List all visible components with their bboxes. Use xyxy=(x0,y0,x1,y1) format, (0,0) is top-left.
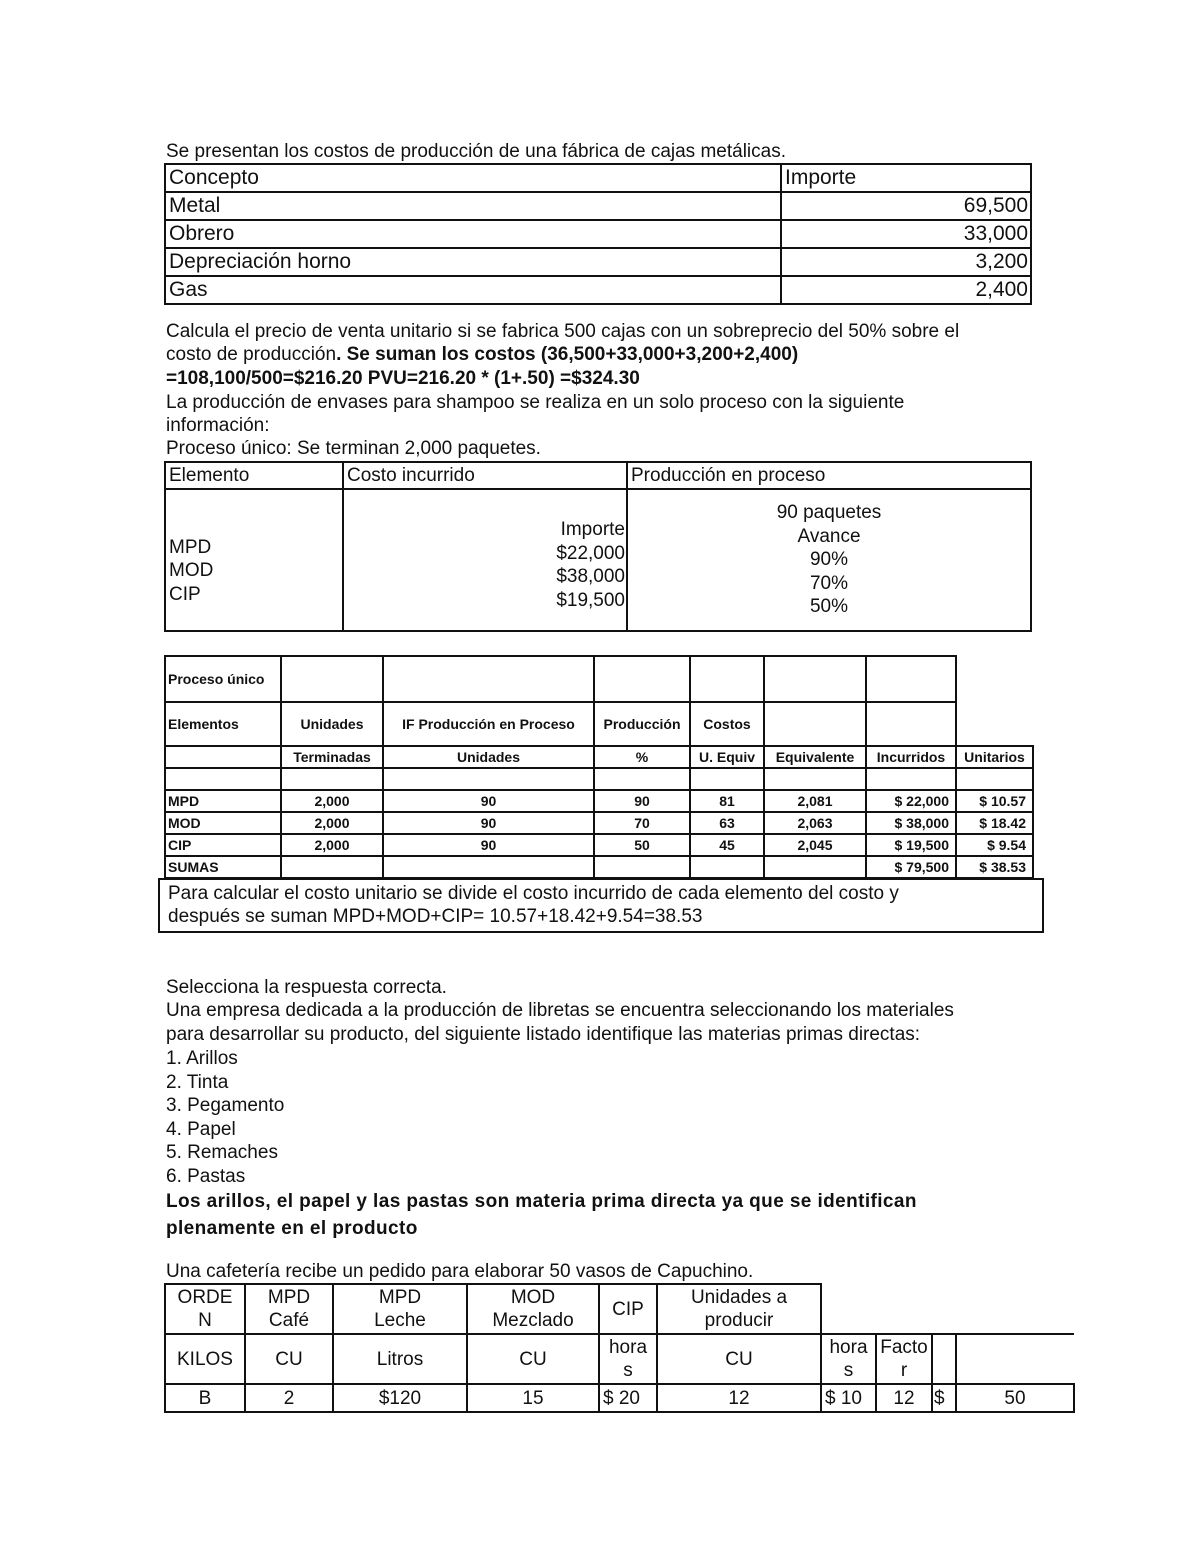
empty-cell xyxy=(690,856,764,878)
row-uequiv: 45 xyxy=(690,834,764,856)
equivalent-units-table xyxy=(164,655,1034,879)
empty-cell xyxy=(764,856,866,878)
header-elementos: Elementos xyxy=(165,702,281,746)
cu-cell: CU xyxy=(467,1334,599,1384)
avance-value: 70% xyxy=(809,572,849,594)
row-element: MPD xyxy=(165,790,281,812)
empty-cell xyxy=(764,768,866,790)
value-cell: $120 xyxy=(333,1384,467,1412)
header-unidades: Unidades a producir xyxy=(657,1284,821,1334)
concepto-cell: Metal xyxy=(165,192,781,220)
blank-cell xyxy=(956,656,1033,702)
table-row xyxy=(165,248,1031,276)
note-line2: después se suman MPD+MOD+CIP= 10.57+18.42+9.54=38.53 xyxy=(168,906,703,927)
table-row xyxy=(165,790,1033,812)
value-cell: 50 xyxy=(956,1384,1074,1412)
table-row xyxy=(165,1384,1074,1412)
value-cell: 12 xyxy=(657,1384,821,1412)
value-cell: 15 xyxy=(467,1384,599,1412)
q3-line1: Selecciona la respuesta correcta. xyxy=(166,977,447,998)
empty-cell xyxy=(281,656,383,702)
row-incurridos: $ 19,500 xyxy=(866,834,956,856)
process-table xyxy=(164,461,1032,632)
list-item: 1. Arillos xyxy=(166,1048,238,1069)
table-header-row xyxy=(165,702,1033,746)
avance-title: Avance xyxy=(797,525,861,547)
header-incurridos: Incurridos xyxy=(866,746,956,768)
row-incurridos: $ 38,000 xyxy=(866,812,956,834)
row-element: CIP xyxy=(165,834,281,856)
table-row xyxy=(165,220,1031,248)
costo-value: $38,000 xyxy=(556,566,625,587)
table-spacer-row xyxy=(165,768,1033,790)
litros-cell: Litros xyxy=(333,1334,467,1384)
table-header-row xyxy=(165,164,1031,192)
value-cell: $ 20 xyxy=(599,1384,657,1412)
value-cell: $ 10 xyxy=(821,1384,876,1412)
table-subheader-row xyxy=(165,746,1033,768)
blank-cell xyxy=(876,1284,932,1334)
q2-line3: Proceso único: Se terminan 2,000 paquetes. xyxy=(166,438,541,459)
note-line1: Para calcular el costo unitario se divide el costo incurrido de cada elemento del costo y xyxy=(168,883,899,904)
costo-value: $19,500 xyxy=(556,589,625,611)
header-unidades: Unidades xyxy=(281,702,383,746)
q1-line2b: . Se suman los costos (36,500+33,000+3,200+2,400) xyxy=(336,344,799,365)
intro-text: Se presentan los costos de producción de una fábrica de cajas metálicas. xyxy=(166,141,786,162)
header-mpd-leche: MPD Leche xyxy=(333,1284,467,1334)
avance-value: 90% xyxy=(809,549,849,571)
empty-cell xyxy=(956,768,1033,790)
header-mod: MOD Mezclado xyxy=(467,1284,599,1334)
row-unitarios: $ 18.42 xyxy=(956,812,1033,834)
table-row xyxy=(165,192,1031,220)
header-produccion: Producción xyxy=(594,702,690,746)
row-equivalente: 2,045 xyxy=(764,834,866,856)
q1-line3: =108,100/500=$216.20 PVU=216.20 * (1+.50) =$324.30 xyxy=(166,368,640,389)
q3-answer2: plenamente en el producto xyxy=(166,1218,418,1239)
empty-cell xyxy=(383,768,594,790)
sumas-label: SUMAS xyxy=(165,856,281,878)
costo-value: $22,000 xyxy=(556,542,625,564)
header-pct: % xyxy=(594,746,690,768)
importe-cell: 2,400 xyxy=(781,276,1031,304)
value-cell: B xyxy=(165,1384,245,1412)
table-sum-row xyxy=(165,856,1033,878)
row-unidades: 90 xyxy=(383,790,594,812)
q2-line2: información: xyxy=(166,415,270,436)
sumas-unitarios: $ 38.53 xyxy=(956,856,1033,878)
header-if: IF Producción en Proceso xyxy=(383,702,594,746)
importe-cell: 3,200 xyxy=(781,248,1031,276)
q1-line2 xyxy=(166,343,798,366)
empty-cell xyxy=(690,656,764,702)
empty-cell xyxy=(383,656,594,702)
empty-cell xyxy=(764,702,866,746)
table-header-row xyxy=(165,462,1031,489)
list-item: 2. Tinta xyxy=(166,1072,229,1093)
header-concepto: Concepto xyxy=(165,164,781,192)
header-mpd-cafe: MPD Café xyxy=(245,1284,333,1334)
proceso-title: 90 paquetes xyxy=(776,502,882,524)
importe-cell: 69,500 xyxy=(781,192,1031,220)
element-mpd: MPD xyxy=(169,536,212,558)
q3-answer1: Los arillos, el papel y las pastas son materia prima directa ya que se identifican xyxy=(166,1191,917,1212)
row-equivalente: 2,063 xyxy=(764,812,866,834)
value-cell: 2 xyxy=(245,1384,333,1412)
row-equivalente: 2,081 xyxy=(764,790,866,812)
empty-cell xyxy=(594,656,690,702)
blank-cell xyxy=(956,1284,1074,1334)
q3-line2: Una empresa dedicada a la producción de libretas se encuentra seleccionando los materiales xyxy=(166,1000,954,1021)
empty-cell xyxy=(165,768,281,790)
empty-cell xyxy=(594,768,690,790)
q2-line1: La producción de envases para shampoo se realiza en un solo proceso con la siguiente xyxy=(166,392,905,413)
row-pct: 90 xyxy=(594,790,690,812)
concepto-cell: Depreciación horno xyxy=(165,248,781,276)
blank-cell xyxy=(932,1284,956,1334)
concepto-cell: Obrero xyxy=(165,220,781,248)
header-cip: CIP xyxy=(599,1284,657,1334)
empty-cell xyxy=(165,746,281,768)
table-row xyxy=(165,834,1033,856)
row-unidades: 90 xyxy=(383,812,594,834)
empty-cell xyxy=(594,856,690,878)
q4-intro: Una cafetería recibe un pedido para elaborar 50 vasos de Capuchino. xyxy=(166,1261,754,1282)
q1-line1: Calcula el precio de venta unitario si se fabrica 500 cajas con un sobreprecio del 50% sobre el xyxy=(166,321,960,342)
header-produccion: Producción en proceso xyxy=(627,462,1031,489)
value-cell: $ xyxy=(932,1384,956,1412)
row-uequiv: 63 xyxy=(690,812,764,834)
elements-cell xyxy=(165,489,343,631)
avance-cell xyxy=(627,489,1031,631)
row-terminadas: 2,000 xyxy=(281,790,383,812)
horas-cell: hora s xyxy=(821,1334,876,1384)
concepto-cell: Gas xyxy=(165,276,781,304)
table-row xyxy=(165,276,1031,304)
empty-cell xyxy=(866,656,956,702)
row-pct: 50 xyxy=(594,834,690,856)
row-terminadas: 2,000 xyxy=(281,834,383,856)
costos-cell xyxy=(343,489,627,631)
q1-line2a: costo de producción xyxy=(166,344,337,365)
value-cell: 12 xyxy=(876,1384,932,1412)
importe-cell: 33,000 xyxy=(781,220,1031,248)
table-row xyxy=(165,812,1033,834)
header-unidades2: Unidades xyxy=(383,746,594,768)
avance-value: 50% xyxy=(809,596,849,618)
row-incurridos: $ 22,000 xyxy=(866,790,956,812)
costs-table xyxy=(164,163,1032,305)
cu-cell: CU xyxy=(657,1334,821,1384)
header-unitarios: Unitarios xyxy=(956,746,1033,768)
empty-cell xyxy=(690,768,764,790)
list-item: 3. Pegamento xyxy=(166,1095,285,1116)
header-costos: Costos xyxy=(690,702,764,746)
row-terminadas: 2,000 xyxy=(281,812,383,834)
row-element: MOD xyxy=(165,812,281,834)
element-cip: CIP xyxy=(169,583,201,605)
empty-cell xyxy=(281,856,383,878)
costos-title: Importe xyxy=(560,519,625,540)
row-pct: 70 xyxy=(594,812,690,834)
header-uequiv: U. Equiv xyxy=(690,746,764,768)
header-equivalente: Equivalente xyxy=(764,746,866,768)
table-row xyxy=(165,489,1031,631)
title-cell: Proceso único xyxy=(165,656,281,702)
table-header-row xyxy=(165,1284,1074,1334)
blank-cell xyxy=(821,1284,876,1334)
table-title-row xyxy=(165,656,1033,702)
sumas-incurridos: $ 79,500 xyxy=(866,856,956,878)
row-unitarios: $ 9.54 xyxy=(956,834,1033,856)
row-unidades: 90 xyxy=(383,834,594,856)
header-importe: Importe xyxy=(781,164,1031,192)
horas-cell: hora s xyxy=(599,1334,657,1384)
list-item: 4. Papel xyxy=(166,1119,236,1140)
header-elemento: Elemento xyxy=(165,462,343,489)
blank-cell xyxy=(956,1334,1074,1384)
empty-cell xyxy=(281,768,383,790)
kilos-cell: KILOS xyxy=(165,1334,245,1384)
note-box xyxy=(158,878,1044,933)
row-unitarios: $ 10.57 xyxy=(956,790,1033,812)
header-costo: Costo incurrido xyxy=(343,462,627,489)
cu-cell: CU xyxy=(245,1334,333,1384)
empty-cell xyxy=(932,1334,956,1384)
blank-cell xyxy=(956,702,1033,746)
header-orden: ORDE N xyxy=(165,1284,245,1334)
empty-cell xyxy=(866,768,956,790)
empty-cell xyxy=(866,702,956,746)
list-item: 6. Pastas xyxy=(166,1166,246,1187)
empty-cell xyxy=(764,656,866,702)
row-uequiv: 81 xyxy=(690,790,764,812)
q3-line3: para desarrollar su producto, del siguiente listado identifique las materias primas directas: xyxy=(166,1024,921,1045)
list-item: 5. Remaches xyxy=(166,1142,278,1163)
table-row xyxy=(165,1334,1074,1384)
header-terminadas: Terminadas xyxy=(281,746,383,768)
factor-cell: Facto r xyxy=(876,1334,932,1384)
empty-cell xyxy=(383,856,594,878)
element-mod: MOD xyxy=(169,560,214,582)
cafe-table xyxy=(164,1283,1075,1413)
